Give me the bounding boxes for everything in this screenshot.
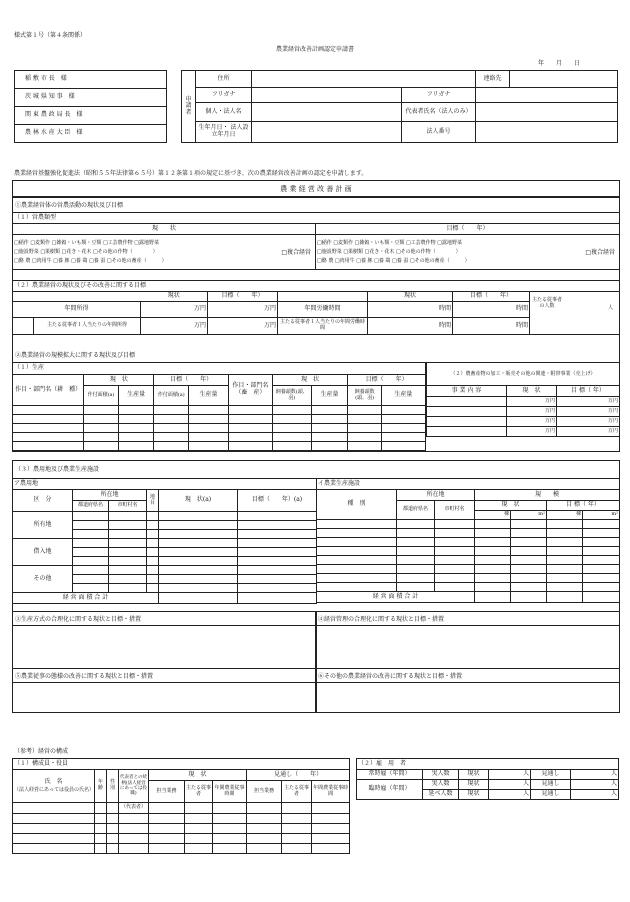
total-persons-label: 延べ人数 [423, 790, 459, 800]
addressee: 茨 城 県 知 事 様 [15, 89, 167, 107]
farmland-title: ア農用地 [13, 479, 317, 490]
members-current-header: 現 状 [149, 770, 247, 781]
main-workers-label: 主たる従事者の人数 [532, 297, 563, 310]
type-line[interactable]: □稲作 □麦類作 □雑穀・いも類・豆類 □工芸農作物 □露地野菜 [317, 239, 462, 246]
box-title: ④経営管理の合理化に関する現状と目標・措置 [316, 612, 619, 626]
income-current-header: 現状 [141, 292, 208, 302]
business-target-header: 目 標（ 年） [557, 386, 620, 397]
table-row[interactable] [13, 433, 426, 442]
output-header: 生産量 [381, 386, 425, 406]
contact-label: 連絡先 [476, 71, 510, 88]
table-row[interactable]: 万円 万円 [427, 397, 620, 407]
table-row[interactable] [13, 415, 426, 424]
labor-current[interactable]: 時間 [368, 302, 453, 318]
farm-total-label: 経 営 面 積 合 計 [13, 593, 159, 604]
regular-current[interactable]: 人 [489, 770, 531, 780]
type-line[interactable]: □酪 農 □肉用牛 □養 豚 □養 鶏 □養 蚕 □その他の畜産（ ） [317, 257, 470, 264]
unit: m² [583, 511, 620, 520]
furigana2-label: フリガナ [402, 88, 476, 103]
now-label: 現状 [459, 770, 489, 780]
table-row[interactable]: 万円 万円 [427, 417, 620, 427]
duty-header: 担当業務 [247, 781, 282, 803]
members-outlook-header: 見通し（ 年） [247, 770, 350, 781]
box-management[interactable] [315, 611, 620, 669]
duty-header: 担当業務 [149, 781, 185, 803]
table-row[interactable] [13, 424, 426, 433]
per-worker-labor-current[interactable]: 時間 [368, 318, 453, 335]
employees-subtitle: （２）雇 用 者 [357, 759, 619, 770]
outlook-label: 見通し [531, 790, 571, 800]
box-work-style[interactable] [12, 668, 317, 713]
addressee: 農 林 水 産 大 臣 様 [15, 125, 167, 143]
area-header: 作付面積(a) [154, 386, 189, 406]
owned-label: 所有地 [13, 512, 73, 539]
table-row[interactable] [13, 814, 350, 824]
applicant-table [181, 70, 618, 143]
blank [13, 292, 141, 302]
livestock-current-header: 現 状 [272, 375, 347, 386]
table-row[interactable] [13, 539, 317, 548]
crop-current-header: 現 状 [84, 375, 154, 386]
table-row[interactable] [317, 520, 620, 529]
sex-header: 性別 [107, 770, 119, 803]
farm-target-header: 目標（ 年）(a) [238, 490, 317, 512]
now-label: 現状 [459, 780, 489, 790]
employees-table [356, 758, 619, 800]
box-title: ③生産方式の合理化に関する現状と目標・措置 [13, 612, 316, 626]
sec3-title: （３）農用地及び農業生産施設 [15, 466, 100, 473]
table-row[interactable] [13, 803, 350, 814]
real-label: 実人数 [423, 770, 459, 780]
income-target-header: 目標（ 年） [208, 292, 278, 302]
name-note: （法人経営にあっては役員の氏名） [14, 787, 94, 793]
type-line[interactable]: □稲作 □麦類作 □雑穀・いも類・豆類 □工芸農作物 □露地野菜 [14, 239, 159, 246]
main-workers-cell[interactable] [530, 292, 620, 335]
table-row[interactable] [13, 442, 426, 451]
area-header: 作付面積(a) [84, 386, 119, 406]
plan-title-text: 農 業 経 営 改 善 計 画 [280, 185, 352, 193]
name-label: 個人・法人名 [196, 103, 252, 122]
rep-label: （代表者） [119, 803, 149, 814]
furigana-input[interactable] [252, 88, 402, 103]
box-title: ⑥その他の農業経営の改善に関する現状と目標・措置 [316, 669, 619, 683]
business-header: 事 業 内 容 [427, 386, 507, 397]
box-title: ⑤農業従事の態様の改善に関する現状と目標・措置 [13, 669, 316, 683]
blank [13, 318, 34, 335]
name-input[interactable] [252, 103, 402, 122]
income-table [12, 280, 620, 335]
corp-no-input[interactable] [476, 122, 618, 143]
table-row[interactable] [317, 583, 620, 592]
table-row[interactable] [317, 574, 620, 583]
facility-title: イ農業生産施設 [317, 479, 620, 490]
type-target-options[interactable] [316, 235, 620, 270]
table-row[interactable]: 万円 万円 [427, 427, 620, 437]
kind-header: 種 別 [317, 490, 397, 520]
table-row[interactable] [317, 529, 620, 538]
temp-outlook[interactable]: 人 [571, 780, 619, 790]
production-table [12, 362, 426, 451]
temp-total-current[interactable]: 人 [489, 790, 531, 800]
complex-checkbox[interactable]: □複合経営 [281, 249, 311, 256]
table-row[interactable] [13, 844, 350, 854]
age-header: 年齢 [95, 770, 107, 803]
now-label: 現状 [459, 790, 489, 800]
form-title: 農業経営改善計画認定申請書 [275, 46, 354, 53]
farmland-table [12, 478, 317, 604]
type-line[interactable]: □酪 農 □肉用牛 □養 豚 □養 鶏 □養 蚕 □その他の畜産（ ） [14, 257, 167, 264]
type-line[interactable]: □施設野菜 □果樹類 □花き・花木 □その他の作物（ ） [317, 248, 461, 255]
pref-header: 都道府県名 [73, 501, 109, 512]
table-row[interactable] [13, 566, 317, 575]
table-row[interactable] [317, 547, 620, 556]
output-header: 生産量 [189, 386, 229, 406]
blank [278, 292, 368, 302]
regular-label: 常時雇（年間） [357, 770, 423, 780]
per-worker-income-label: 主たる従事者１人当たりの年間所得 [34, 318, 141, 335]
corp-no-label: 法人番号 [402, 122, 476, 143]
form-number: 様式第１号（第４条関係） [14, 32, 87, 39]
output-header: 生産量 [118, 386, 154, 406]
sub2-title: （２）農業経営の現状及びその改善に関する目標 [13, 281, 620, 292]
per-worker-income-current[interactable]: 万円 [141, 318, 208, 335]
output-header: 生産量 [311, 386, 348, 406]
scale-current-header: 現 状 [475, 501, 547, 511]
contact-input[interactable] [510, 71, 618, 88]
crop-col-header: 作目・部門名（耕 種） [13, 375, 84, 406]
intro-text: 農業経営基盤強化促進法（昭和５５年法律第６５号）第１２条第１項の規定に基づき、次の農業経営改善計画の認定を申請します。 [14, 170, 368, 177]
business-table [426, 362, 620, 437]
unit: 棟 [475, 511, 511, 520]
farm-type-table [12, 212, 620, 270]
per-worker-labor-target[interactable]: 時間 [453, 318, 530, 335]
main-header: 主たる従事者 [185, 781, 213, 803]
addressee: 稲 敷 市 長 様 [15, 71, 167, 89]
days-header: 年間農業従事時間 [312, 781, 350, 803]
outlook-label: 見通し [531, 770, 571, 780]
other-label: その他 [13, 566, 73, 593]
furigana-label: フリガナ [196, 88, 252, 103]
kubun-header: 区 分 [13, 490, 73, 512]
regular-outlook[interactable]: 人 [571, 770, 619, 780]
table-row[interactable] [13, 406, 426, 415]
type-current-options[interactable] [13, 235, 316, 270]
city-header: 市町村名 [435, 501, 475, 520]
per-worker-labor-label: 主たる従事者１人当たりの年間労働時間 [278, 318, 368, 335]
unit: m² [511, 511, 547, 520]
chimoku-header: 地目 [147, 490, 159, 512]
labor-target-header: 目標（ 年） [453, 292, 530, 302]
unit: 棟 [547, 511, 583, 520]
type-target-header: 目標（ 年） [316, 224, 620, 235]
labor-current-header: 現状 [368, 292, 453, 302]
name-header [13, 770, 95, 803]
table-row[interactable] [13, 512, 317, 521]
labor-label: 年間労働時間 [278, 302, 368, 318]
farm-total-current[interactable] [159, 593, 238, 604]
table-row[interactable] [317, 556, 620, 565]
birth-label: 生年月日・ 法人設立年月日 [196, 122, 252, 143]
table-row[interactable] [317, 565, 620, 574]
scale-header: 規 模 [475, 490, 620, 501]
type-current-header: 現 状 [13, 224, 316, 235]
members-table [12, 758, 350, 854]
heads-header: 飼養頭数(頭、羽) [348, 386, 382, 406]
facility-table [316, 478, 620, 603]
complex-checkbox[interactable]: □複合経営 [585, 249, 616, 256]
addressee-table [14, 70, 167, 143]
income-current[interactable]: 万円 [141, 302, 208, 318]
per-worker-income-target[interactable]: 万円 [208, 318, 278, 335]
reference-title: （参考）経営の構成 [14, 748, 69, 755]
farm-current-header: 現 状(a) [159, 490, 238, 512]
city-header: 市町村名 [109, 501, 147, 512]
applicant-label: 申請者 [182, 71, 196, 143]
temp-total-outlook[interactable]: 人 [571, 790, 619, 800]
members-subtitle: （１）構成員・役員 [13, 759, 350, 770]
business-current-header: 現 状 [507, 386, 557, 397]
days-header: 年間農業従事時間 [213, 781, 247, 803]
address-label: 住所 [196, 71, 252, 88]
farm-total-target[interactable] [238, 593, 317, 604]
outlook-label: 見通し [531, 780, 571, 790]
sub1-title: （１）営農類型 [13, 213, 620, 224]
name-header-text: 氏 名 [44, 778, 63, 786]
table-row[interactable]: 万円 万円 [427, 407, 620, 417]
addressee: 関 東 農 政 局 長 様 [15, 107, 167, 125]
type-line[interactable]: □施設野菜 □果樹類 □花き・花木 □その他の作物（ ） [14, 248, 158, 255]
heads-header: 飼養頭数(頭、羽) [272, 386, 311, 406]
scale-target-header: 目 標（ 年） [547, 501, 620, 511]
business-subtitle: （２）農畜産物の加工・販売その他の関連・附帯事業（売上げ） [427, 363, 620, 386]
birth-input[interactable] [252, 122, 402, 143]
crop-target-header: 目標（ 年） [154, 375, 228, 386]
unit: 人 [608, 305, 614, 311]
facility-total-label: 経 営 面 積 合 計 [317, 592, 475, 603]
furigana2-input[interactable] [476, 88, 618, 103]
sec2-title: ②農業経営の規模拡大に関する現状及び目標 [15, 352, 136, 359]
date-field[interactable]: 年 月 日 [538, 60, 581, 67]
labor-target[interactable]: 時間 [453, 302, 530, 318]
table-row[interactable] [13, 834, 350, 844]
box-production-method[interactable] [12, 611, 317, 669]
facility-location-header: 所在地 [397, 490, 475, 501]
real-label: 実人数 [423, 780, 459, 790]
table-row[interactable] [317, 538, 620, 547]
rep-label: 代表者氏名（法人のみ） [402, 103, 476, 122]
temp-label: 臨時雇（年間） [357, 780, 423, 800]
livestock-target-header: 目標（ 年） [348, 375, 426, 386]
pref-header: 都道府県名 [397, 501, 435, 520]
income-target[interactable]: 万円 [208, 302, 278, 318]
box-other[interactable] [315, 668, 620, 713]
relation-header: 代表者との続柄(法人経営にあっては役職) [119, 770, 149, 803]
rep-input[interactable] [476, 103, 618, 122]
income-label: 年間所得 [13, 302, 141, 318]
production-subtitle: （１）生産 [13, 363, 426, 375]
table-row[interactable] [13, 824, 350, 834]
sec1-title: ①農業経営体の営農活動の現状及び目標 [15, 202, 124, 209]
main-header: 主たる従事者 [282, 781, 312, 803]
livestock-col-header: 作目・部門名（畜 産） [228, 375, 272, 406]
address-input[interactable] [252, 71, 476, 88]
temp-current[interactable]: 人 [489, 780, 531, 790]
location-header: 所在地 [73, 490, 147, 501]
leased-label: 借入地 [13, 539, 73, 566]
